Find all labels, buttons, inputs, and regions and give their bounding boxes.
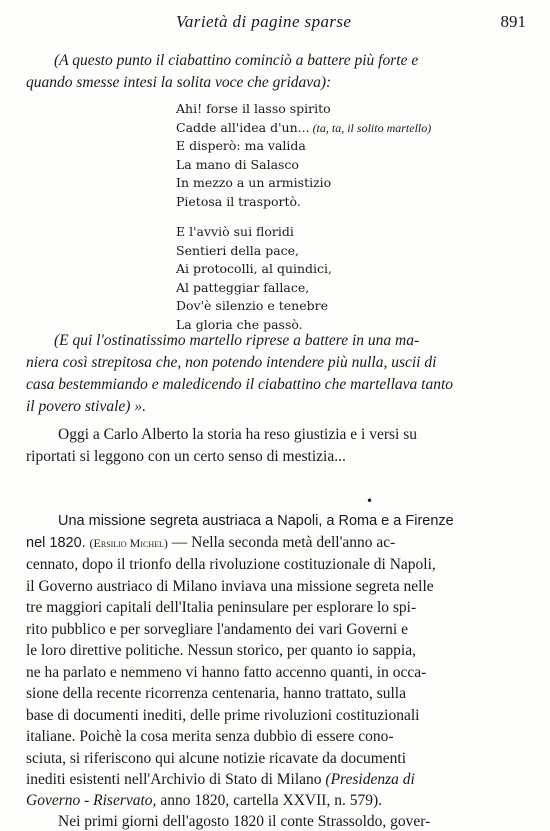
section-line: italiane. Poichè la cosa merita senza dubbio di essere cono- <box>26 728 394 745</box>
running-header <box>0 12 550 36</box>
separator-dot: • <box>366 494 374 508</box>
poem-line: Dov'è silenzio e tenebre <box>176 298 328 313</box>
stage-direction-2-line-4: il povero stivale) ». <box>26 398 146 415</box>
section-archive-line: inediti esistenti nell'Archivio di Stato di Milano (Presidenza di <box>26 771 415 788</box>
stage-direction-1-line-1: (A questo punto il ciabattino cominciò a battere più forte e <box>54 52 419 69</box>
stage-direction-2-line-1: (E qui l'ostinatissimo martello riprese a battere in una ma- <box>54 332 420 349</box>
poem-line: Al patteggiar fallace, <box>176 279 310 295</box>
poem <box>176 100 431 334</box>
section-line: sione della recente ricorrenza centenaria, hanno trattato, sulla <box>26 685 406 702</box>
poem-line: Ahi! forse il lasso spirito <box>176 101 331 116</box>
poem-line: Cadde all'idea d'un... (ta, ta, il solito martello) <box>176 119 432 135</box>
closing-paragraph-line-1: Oggi a Carlo Alberto la storia ha reso giustizia e i versi su <box>58 426 417 443</box>
closing-paragraph-line-2: riportati si leggono con un certo senso di mestizia... <box>26 448 346 465</box>
poem-line: E l'avviò sui floridi <box>176 224 294 239</box>
section-governo-line: Governo - Riservato, anno 1820, cartella XXVII, n. 579). <box>26 792 382 809</box>
section-line: ne ha parlato e nemmeno vi hanno fatto accenno quanti, in occa- <box>26 663 427 681</box>
poem-stage-note: (ta, ta, il solito martello) <box>309 120 432 135</box>
section-first-line: nel 1820. (Ersilio Michel) — Nella seconda metà dell'anno ac- <box>26 534 396 551</box>
poem-line: Sentieri della pace, <box>176 242 300 258</box>
section-line: rito pubblico e per sorvegliare l'andamento dei vari Governi e <box>26 620 408 638</box>
author-name: (Ersilio Michel) <box>89 536 168 550</box>
heading-year: nel 1820. <box>26 535 86 551</box>
page-number: 891 <box>500 12 526 31</box>
section-line: le loro direttive politiche. Nessun storico, per quanto io sappia, <box>26 642 416 659</box>
section-line: cennato, dopo il trionfo della rivoluzione costituzionale di Napoli, <box>26 556 436 573</box>
stage-direction-2-line-3: casa bestemmiando e maledicendo il ciabattino che martellava tanto <box>26 376 454 393</box>
poem-line: Pietosa il trasportò. <box>176 193 301 209</box>
section-line: base di documenti inediti, delle prime rivoluzioni costituzionali <box>26 706 420 724</box>
poem-line: La mano di Salasco <box>176 156 299 172</box>
section-heading: Una missione segreta austriaca a Napoli, a Roma e a Firenze <box>58 513 454 529</box>
stage-direction-2-line-2: niera così strepitosa che, non potendo intendere più nulla, uscii di <box>26 354 437 371</box>
poem-line: La gloria che passò. <box>176 316 303 332</box>
running-title: Varietà di pagine sparse <box>176 12 352 31</box>
section-para2-line-1: Nei primi giorni dell'agosto 1820 il conte Strassoldo, gover- <box>58 813 431 830</box>
section-line: sciuta, si riferiscono qui alcune notizie ricavate da documenti <box>26 749 407 767</box>
poem-line: E disperò: ma valida <box>176 138 306 153</box>
stage-direction-1-line-2: quando smesse intesi la solita voce che gridava): <box>26 74 332 91</box>
poem-line: In mezzo a un armistizio <box>176 175 332 190</box>
section-line: tre maggiori capitali dell'Italia peninsulare per esplorare lo spi- <box>26 599 417 616</box>
poem-line: Ai protocolli, al quindici, <box>176 261 333 276</box>
section-line: il Governo austriaco di Milano inviava una missione segreta nelle <box>26 577 434 595</box>
